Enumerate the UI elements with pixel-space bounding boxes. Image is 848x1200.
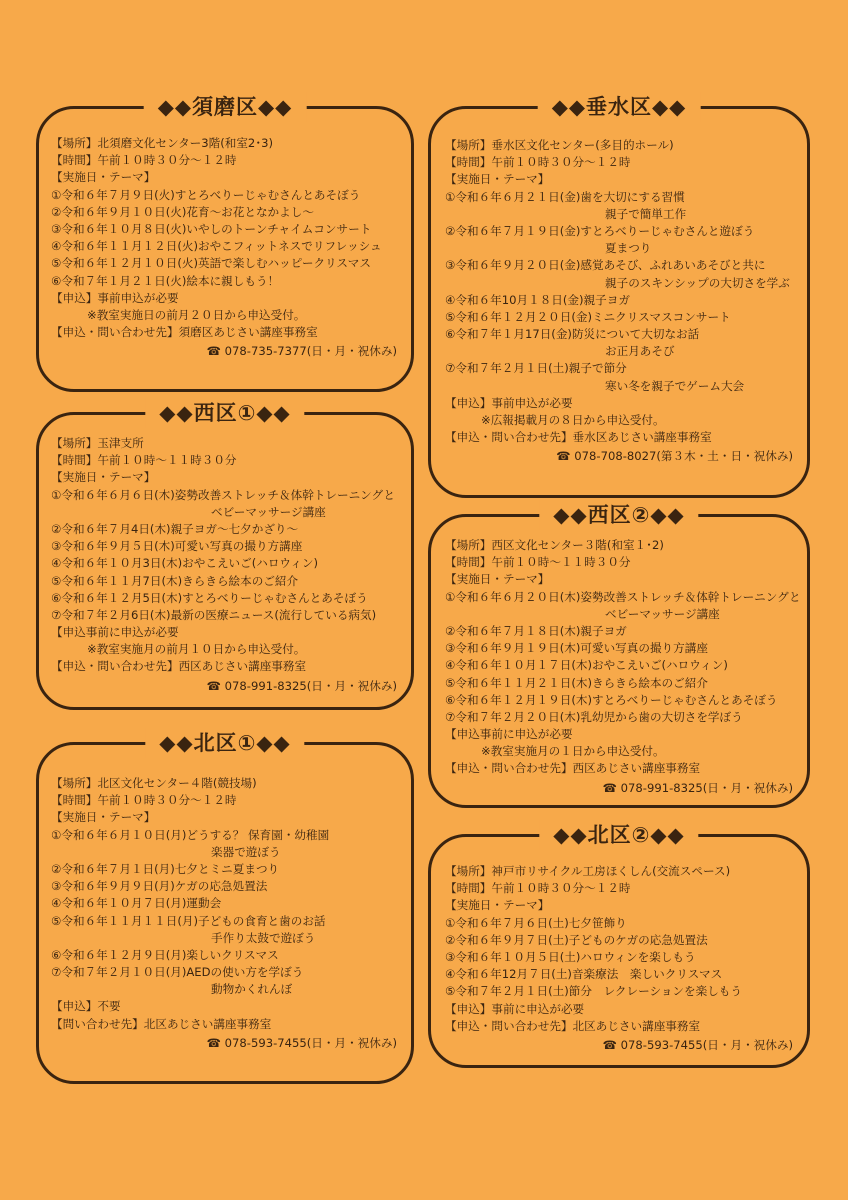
list-item-sub: 楽器で遊ぼう [211, 844, 281, 859]
phone-number: ☎ 078-593-7455(日・月・祝休み) [206, 1035, 397, 1050]
theme-label: 【実施日・テーマ】 [445, 572, 550, 587]
place-text: 【場所】神戸市リサイクル工房ほくしん(交流スペース) [445, 864, 731, 878]
list-item: ④令和６年１０月７日(月)運動会 [51, 896, 222, 911]
apply-text: 【申込事前に申込が必要 [51, 625, 179, 640]
place-text: 【場所】西区文化センター３階(和室１･2) [445, 538, 664, 552]
place-text: 【場所】北区文化センター４階(競技場) [51, 776, 257, 790]
list-item: ①令和６年６月６日(木)姿勢改善ストレッチ＆体幹トレーニングと [51, 487, 395, 502]
list-item: ②令和６年７月１９日(金)すとろべりーじゃむさんと遊ぼう [445, 223, 755, 238]
list-item: ①令和６年７月６日(土)七夕笹飾り [445, 915, 627, 930]
time-text: 【時間】午前１０時３０分～１２時 [51, 153, 237, 168]
contact-text: 【申込・問い合わせ先】垂水区あじさい講座事務室 [445, 430, 712, 445]
theme-label: 【実施日・テーマ】 [51, 810, 156, 825]
list-item: ⑦令和７年２月6日(木)最新の医療ニュース(流行している病気) [51, 607, 377, 622]
list-item: ②令和６年７月4日(木)親子ヨガ～七夕かざり～ [51, 521, 299, 536]
list-item: ⑦令和７年２月１日(土)親子で節分 [445, 361, 627, 376]
list-item-sub: ベビーマッサージ講座 [605, 606, 720, 621]
list-item-sub: 手作り太鼓で遊ぼう [211, 930, 316, 945]
list-item-sub: お正月あそび [605, 344, 675, 359]
contact-text: 【申込・問い合わせ先】西区あじさい講座事務室 [51, 659, 307, 674]
list-item: ①令和６年６月２０日(木)姿勢改善ストレッチ＆体幹トレーニングと [445, 589, 801, 604]
list-item: ②令和６年７月１日(月)七夕とミニ夏まつり [51, 861, 280, 876]
list-item-sub: 親子のスキンシップの大切さを学ぶ [605, 275, 790, 290]
time-text: 【時間】午前１０時～１１時３０分 [51, 453, 237, 468]
section-title: ◆◆須磨区◆◆ [144, 92, 307, 122]
section-title: ◆◆垂水区◆◆ [538, 92, 701, 122]
list-item: ③令和６年９月２０日(金)感覚あそび、ふれあいあそびと共に [445, 258, 766, 273]
list-item: ④令和６年10月１８日(金)親子ヨガ [445, 292, 630, 307]
list-item: ⑦令和７年２月２０日(木)乳幼児から歯の大切さを学ぼう [445, 709, 743, 724]
list-item: ⑥令和６年１２月5日(木)すとろべりーじゃむさんとあそぼう [51, 590, 368, 605]
time-text: 【時間】午前１０時３０分～１２時 [51, 793, 237, 808]
list-item: ②令和６年９月１０日(火)花育～お花となかよし～ [51, 204, 314, 219]
apply-note: ※広報掲載月の８日から申込受付。 [481, 413, 665, 427]
section-title: ◆◆西区①◆◆ [145, 398, 304, 428]
theme-label: 【実施日・テーマ】 [445, 172, 550, 187]
list-item-sub: 親子で簡単工作 [605, 206, 687, 221]
time-text: 【時間】午前１０時～１１時３０分 [445, 555, 631, 570]
phone-number: ☎ 078-991-8325(日・月・祝休み) [602, 780, 793, 795]
list-item: ⑤令和６年１１月２１日(木)きらきら絵本のご紹介 [445, 675, 708, 690]
list-item: ③令和６年１０月５日(土)ハロウィンを楽しもう [445, 949, 696, 964]
list-item: ⑥令和７年１月17日(金)防災について大切なお話 [445, 327, 700, 342]
section-title: ◆◆北区②◆◆ [539, 820, 698, 850]
theme-label: 【実施日・テーマ】 [51, 470, 156, 485]
place-text: 【場所】北須磨文化センター3階(和室2･3) [51, 136, 274, 150]
list-item: ④令和６年１０月3日(木)おやこえいご(ハロウィン) [51, 556, 319, 571]
list-item: ⑤令和６年１２月１０日(火)英語で楽しむハッピークリスマス [51, 256, 371, 271]
apply-text: 【申込】事前申込が必要 [51, 290, 179, 305]
apply-text: 【申込】事前に申込が必要 [445, 1001, 585, 1016]
list-item: ⑥令和７年１月２１日(火)絵本に親しもう！ [51, 273, 280, 288]
list-item: ③令和６年１０月８日(火)いやしのトーンチャイムコンサート [51, 221, 372, 236]
contact-text: 【問い合わせ先】北区あじさい講座事務室 [51, 1016, 272, 1031]
contact-text: 【申込・問い合わせ先】西区あじさい講座事務室 [445, 761, 701, 776]
apply-note: ※教室実施月の前月１０日から申込受付。 [87, 642, 306, 657]
list-item-sub: 動物かくれんぼ [211, 982, 293, 997]
list-item: ④令和６年１０月１７日(木)おやこえいご(ハロウィン) [445, 658, 728, 673]
list-item: ③令和６年９月９日(月)ケガの応急処置法 [51, 879, 268, 894]
place-text: 【場所】垂水区文化センター(多目的ホール) [445, 138, 674, 152]
section-tarumi [428, 95, 810, 498]
section-title: ◆◆北区①◆◆ [145, 728, 304, 758]
section-nishi-1 [36, 401, 414, 710]
apply-text: 【申込】事前申込が必要 [445, 395, 573, 410]
list-item-sub: 寒い冬を親子でゲーム大会 [605, 378, 745, 393]
list-item: ①令和６年６月２１日(金)歯を大切にする習慣 [445, 189, 685, 204]
apply-note: ※教室実施日の前月２０日から申込受付。 [87, 307, 306, 322]
list-item: ⑥令和６年１２月９日(月)楽しいクリスマス [51, 947, 279, 962]
apply-text: 【申込事前に申込が必要 [445, 727, 573, 742]
list-item: ②令和６年７月１８日(木)親子ヨガ [445, 623, 627, 638]
list-item: ④令和６年12月７日(土)音楽療法 楽しいクリスマス [445, 967, 723, 982]
list-item: ③令和６年９月１９日(木)可愛い写真の撮り方講座 [445, 641, 708, 656]
list-item: ⑦令和７年２月１０日(月)AEDの使い方を学ぼう [51, 965, 304, 980]
section-kita-1 [36, 731, 414, 1084]
list-item-sub: ベビーマッサージ講座 [211, 504, 326, 519]
list-item: ③令和６年９月５日(木)可愛い写真の撮り方講座 [51, 539, 303, 554]
theme-label: 【実施日・テーマ】 [445, 898, 550, 913]
phone-number: ☎ 078-991-8325(日・月・祝休み) [206, 678, 397, 693]
list-item: ①令和６年７月９日(火)すとろべりーじゃむさんとあそぼう [51, 187, 361, 202]
contact-text: 【申込・問い合わせ先】北区あじさい講座事務室 [445, 1018, 701, 1033]
list-item: ⑤令和６年１１月１１日(月)子どもの食育と歯のお話 [51, 913, 326, 928]
apply-note: ※教室実施月の１日から申込受付。 [481, 744, 665, 759]
list-item: ①令和６年６月１０日(月)どうする？ 保育園・幼稚園 [51, 827, 330, 842]
place-text: 【場所】玉津支所 [51, 436, 144, 450]
list-item: ②令和６年９月７日(土)子どものケガの応急処置法 [445, 932, 708, 947]
contact-text: 【申込・問い合わせ先】須磨区あじさい講座事務室 [51, 325, 318, 340]
list-item: ⑤令和６年１２月２０日(金)ミニクリスマスコンサート [445, 309, 731, 324]
phone-number: ☎ 078-735-7377(日・月・祝休み) [206, 344, 397, 359]
time-text: 【時間】午前１０時３０分～１２時 [445, 155, 631, 170]
list-item: ④令和６年１１月１２日(火)おやこフィットネスでリフレッシュ [51, 239, 382, 254]
phone-number: ☎ 078-708-8027(第３木・土・日・祝休み) [556, 449, 793, 464]
theme-label: 【実施日・テーマ】 [51, 170, 156, 185]
section-kita-2 [428, 823, 810, 1068]
section-nishi-2 [428, 503, 810, 808]
apply-text: 【申込】不要 [51, 999, 121, 1014]
list-item: ⑤令和６年１１月7日(木)きらきら絵本のご紹介 [51, 573, 299, 588]
section-suma [36, 95, 414, 392]
section-title: ◆◆西区②◆◆ [539, 500, 698, 530]
list-item: ⑥令和６年１２月１９日(木)すとろべりーじゃむさんとあそぼう [445, 692, 778, 707]
list-item: ⑤令和７年２月１日(土)節分 レクレーションを楽しもう [445, 984, 742, 999]
list-item-sub: 夏まつり [605, 241, 652, 256]
time-text: 【時間】午前１０時３０分～１２時 [445, 881, 631, 896]
phone-number: ☎ 078-593-7455(日・月・祝休み) [602, 1037, 793, 1052]
